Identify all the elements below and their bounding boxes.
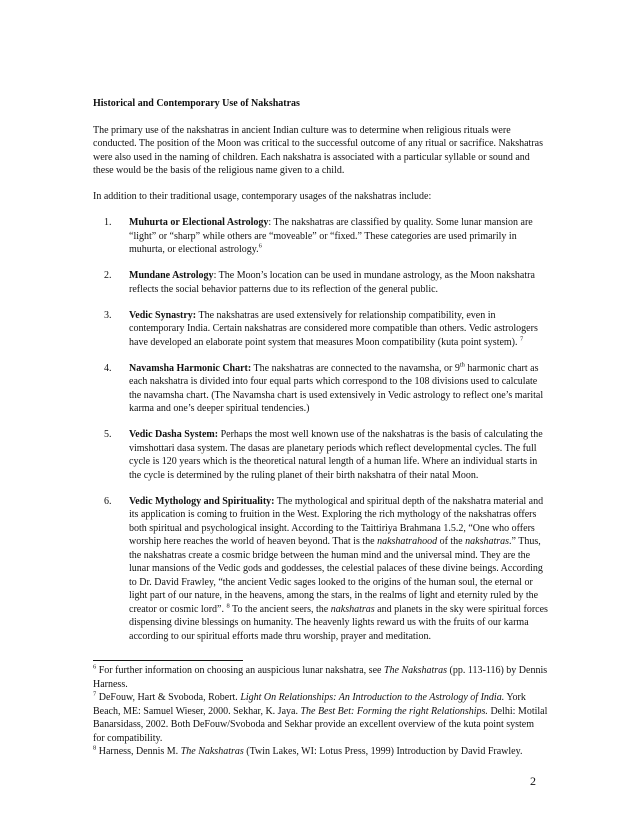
item-body (129, 428, 548, 482)
item-title: Vedic Dasha System: (129, 429, 219, 440)
item-title: Vedic Synastry: (129, 309, 197, 321)
footnote-mark: 6 (93, 663, 97, 671)
footnote-mark: 8 (93, 744, 97, 752)
footnote-title: The Best Bet: Forming the right Relationships. (300, 705, 488, 717)
list-item (93, 216, 548, 257)
item-title: Navamsha Harmonic Chart: (129, 362, 252, 374)
item-title: Mundane Astrology (129, 270, 214, 281)
ordinal-suffix: th (459, 361, 465, 369)
item-text: To the ancient seers, the (229, 603, 331, 615)
item-text: .” Thus, the nakshatras create a cosmic bridge between the human mind and the universal mind. They are the lunar mansions of the Vedic gods and goddesses, the celestial palaces of these divine beings. According to Dr. David Frawley, “the ancient Vedic sages looked to the origins of the human soul, the eternal or light part of our nature, in the heavens, among the stars, in the realms of light and eternity ruled by the creator or cosmic lord”. (129, 536, 543, 615)
list-item (93, 495, 548, 644)
footnote-text: (Twin Lakes, WI: Lotus Press, 1999) Introduction by David Frawley. (243, 746, 523, 757)
item-text: The nakshatras are connected to the navamsha, or 9 (251, 362, 460, 374)
italic-term: nakshatrahood (377, 536, 438, 547)
item-text: and planets in the sky were spiritual forces dispensing divine blessings on humanity. The heavenly lights reward us with the fruits of our karma according to our spiritual efforts made thru worship, prayer and meditation. (129, 603, 548, 642)
list-item (93, 362, 548, 416)
item-number: 3. (104, 309, 112, 321)
item-body (129, 362, 548, 416)
item-text-continued: harmonic chart as each nakshatra is divided into four equal parts which correspond to the 108 divisions used to calculate the navamsha chart. (The Navamsha chart is used extensively in Vedic astrology to reflect one’s marital karma and one’s deeper spiritual tendencies.) (129, 362, 544, 414)
item-number: 1. (104, 217, 112, 228)
footnote-ref: 6 (258, 242, 262, 250)
footnote-text: DeFouw, Hart & Svoboda, Robert. (96, 692, 241, 703)
item-text: Perhaps the most well known use of the nakshatras is the basis of calculating the vimshottari dasa system. The dasas are planetary periods which reflect developmental cycles. The full cycle is 120 years which is the theoretical natural length of a human life. Where an individual starts in the cycle is determined by the ruling planet of their birth nakshatra of their natal Moon. (129, 429, 543, 481)
footnote-text: (pp. 113-116) by Dennis Harness. (93, 665, 548, 690)
item-number: 4. (104, 362, 112, 374)
item-title: Muhurta or Electional Astrology (129, 217, 269, 228)
item-text: The nakshatras are used extensively for relationship compatibility, even in contemporary India. Certain nakshatras are considered more compatible than others. Vedic astrologers have developed an elaborate point system that measures Moon compatibility (kuta point system). (129, 309, 538, 348)
item-number: 5. (104, 429, 112, 440)
item-title: Vedic Mythology and Spirituality: (129, 495, 275, 507)
lead-paragraph: In addition to their traditional usage, contemporary usages of the nakshatras include: (93, 190, 432, 202)
item-text: : The Moon’s location can be used in mundane astrology, as the Moon nakshatra reflects the social behavior patterns due to its reflection of the general public. (129, 270, 535, 295)
footnote-ref: 8 (226, 602, 230, 610)
item-text: : The nakshatras are classified by quality. Some lunar mansion are “light” or “sharp” while others are “moveable” or “fixed.” These categories are used primarily in muhurta, or electional astrology. (129, 217, 533, 255)
footnote-title: The Nakshatras (383, 665, 448, 676)
main-content (93, 97, 548, 656)
footnote-8 (93, 745, 548, 759)
footnote-title: Light On Relationships: An Introduction to the Astrology of India. (240, 692, 505, 703)
footnote-text: Harness, Dennis M. (96, 746, 181, 757)
item-text: The mythological and spiritual depth of the nakshatra material and its application is coming to fruition in the West. Exploring the rich mythology of the nakshatras offers both spiritual and psychological insight. According to the Taittiriya Brahmana 1.5.2, “One who offers worship here reaches the world of heaven beyond. That is the (129, 495, 544, 547)
item-body (129, 309, 548, 350)
item-number: 2. (104, 270, 112, 281)
item-text: of the (437, 536, 466, 547)
footnote-title: The Nakshatras (180, 746, 244, 757)
page-number: 2 (530, 774, 536, 788)
footnote-ref: 7 (520, 335, 524, 343)
footnote-mark: 7 (93, 690, 97, 698)
list-item (93, 269, 548, 296)
footnotes (93, 664, 548, 759)
item-body (129, 216, 548, 257)
item-number: 6. (104, 495, 112, 507)
footnote-text: For further information on choosing an auspicious lunar nakshatra, see (96, 665, 384, 676)
list-item (93, 428, 548, 482)
footnote-divider (93, 660, 243, 661)
footnote-7 (93, 691, 548, 745)
section-heading: Historical and Contemporary Use of Nakshatras (93, 98, 300, 109)
italic-term: nakshatras (330, 603, 375, 615)
usage-list (93, 216, 548, 643)
list-item (93, 309, 548, 350)
italic-term: nakshatras (465, 536, 510, 547)
footnote-text: Delhi: Motilal Banarsidass, 2002. Both DeFouw/Svoboda and Sekhar provide an excellent overview of the kuta point system for compatibility. (93, 705, 548, 744)
footnote-text: York Beach, ME: Samuel Wieser, 2000. Sekhar, K. Jaya. (93, 692, 526, 717)
item-body (129, 269, 548, 296)
footnote-6 (93, 664, 548, 691)
intro-paragraph: The primary use of the nakshatras in ancient Indian culture was to determine when religious rituals were conducted. The position of the Moon was critical to the successful outcome of any ritual or sacrifice. Nakshatras were also used in the naming of children. Each nakshatra is associated with a particular syllable or sound and these would be the basis of the religious name given to a child. (93, 124, 543, 176)
item-body (129, 495, 548, 644)
